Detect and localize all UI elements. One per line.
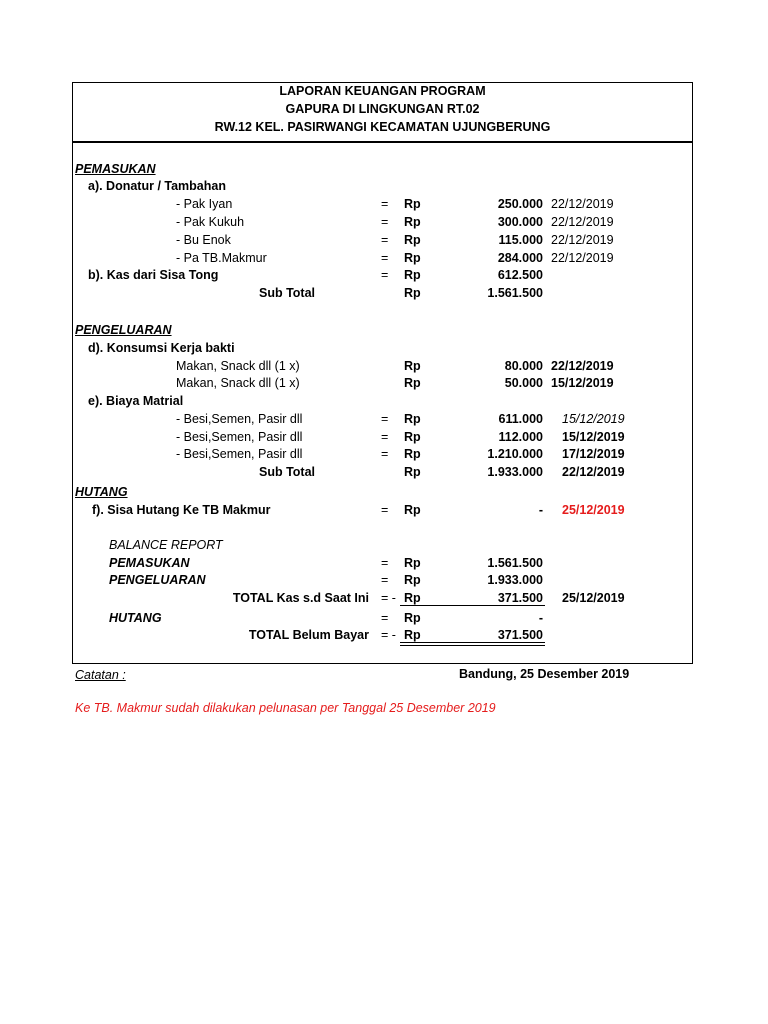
balance-pemasukan-amount: 1.561.500 <box>487 556 543 570</box>
total-belum-bayar-amount: 371.500 <box>497 628 543 642</box>
expense-date: 15/12/2019 <box>562 412 625 426</box>
konsumsi-label: d). Konsumsi Kerja bakti <box>88 341 235 355</box>
expense-date: 15/12/2019 <box>551 376 614 390</box>
donor-name: - Pa TB.Makmur <box>176 251 267 265</box>
pengeluaran-subtotal-label: Sub Total <box>258 465 315 479</box>
equals-sign: = <box>381 215 389 229</box>
equals-sign: = <box>381 447 389 461</box>
currency-label: Rp <box>404 556 421 570</box>
equals-sign: = <box>381 556 389 570</box>
pengeluaran-subtotal-amount: 1.933.000 <box>487 465 543 479</box>
currency-label: Rp <box>404 503 421 517</box>
expense-amount: 1.210.000 <box>487 447 543 461</box>
equals-sign: = <box>381 197 389 211</box>
total-belum-underline-2 <box>400 645 545 646</box>
sisa-hutang-date: 25/12/2019 <box>562 503 625 517</box>
pengeluaran-subtotal-date: 22/12/2019 <box>562 465 625 479</box>
donor-name: - Bu Enok <box>176 233 231 247</box>
report-title-line3: RW.12 KEL. PASIRWANGI KECAMATAN UJUNGBERUNG <box>214 120 551 134</box>
report-title-line1: LAPORAN KEUANGAN PROGRAM <box>279 84 486 98</box>
currency-label: Rp <box>404 215 421 229</box>
equals-sign: = <box>381 573 389 587</box>
balance-pemasukan-label: PEMASUKAN <box>109 556 190 570</box>
currency-label: Rp <box>404 412 421 426</box>
balance-report-title: BALANCE REPORT <box>109 538 223 552</box>
total-kas-date: 25/12/2019 <box>562 591 625 605</box>
donor-date: 22/12/2019 <box>551 197 614 211</box>
donor-name: - Pak Kukuh <box>176 215 245 229</box>
donor-name: - Pak Iyan <box>176 197 233 211</box>
equals-minus-sign: = - <box>381 628 396 642</box>
equals-sign: = <box>381 233 389 247</box>
currency-label: Rp <box>404 628 421 642</box>
expense-name: - Besi,Semen, Pasir dll <box>176 430 303 444</box>
currency-label: Rp <box>404 447 421 461</box>
section-pengeluaran-title: PENGELUARAN <box>75 323 172 337</box>
expense-name: - Besi,Semen, Pasir dll <box>176 447 303 461</box>
currency-label: Rp <box>404 251 421 265</box>
donor-amount: 284.000 <box>497 251 543 265</box>
total-belum-underline-1 <box>400 642 545 643</box>
total-kas-label: TOTAL Kas s.d Saat Ini <box>232 591 369 605</box>
donor-amount: 250.000 <box>497 197 543 211</box>
currency-label: Rp <box>404 197 421 211</box>
total-belum-bayar-label: TOTAL Belum Bayar <box>248 628 369 642</box>
place-date: Bandung, 25 Desember 2019 <box>459 667 630 681</box>
currency-label: Rp <box>404 591 421 605</box>
donatur-label: a). Donatur / Tambahan <box>88 179 226 193</box>
equals-sign: = <box>381 611 389 625</box>
equals-sign: = <box>381 251 389 265</box>
expense-date: 22/12/2019 <box>551 359 614 373</box>
donor-amount: 300.000 <box>497 215 543 229</box>
section-hutang-title: HUTANG <box>75 485 128 499</box>
equals-sign: = <box>381 430 389 444</box>
kas-sisa-tong-label: b). Kas dari Sisa Tong <box>88 268 219 282</box>
total-kas-underline <box>400 605 545 606</box>
currency-label: Rp <box>404 233 421 247</box>
equals-sign: = <box>381 412 389 426</box>
equals-sign: = <box>381 268 389 282</box>
expense-name: - Besi,Semen, Pasir dll <box>176 412 303 426</box>
pemasukan-subtotal-amount: 1.561.500 <box>487 286 543 300</box>
expense-amount: 50.000 <box>504 376 543 390</box>
donor-amount: 115.000 <box>498 233 543 247</box>
kas-sisa-tong-amount: 612.500 <box>497 268 543 282</box>
header-divider <box>72 141 693 143</box>
donor-date: 22/12/2019 <box>551 233 614 247</box>
report-title-line2: GAPURA DI LINGKUNGAN RT.02 <box>285 102 480 116</box>
section-pemasukan-title: PEMASUKAN <box>75 162 156 176</box>
expense-name: Makan, Snack dll (1 x) <box>176 359 300 373</box>
balance-pengeluaran-label: PENGELUARAN <box>109 573 206 587</box>
expense-amount: 611.000 <box>498 412 543 426</box>
expense-date: 17/12/2019 <box>562 447 625 461</box>
equals-sign: = <box>381 503 389 517</box>
donor-date: 22/12/2019 <box>551 215 614 229</box>
settlement-note: Ke TB. Makmur sudah dilakukan pelunasan per Tanggal 25 Desember 2019 <box>75 701 496 715</box>
currency-label: Rp <box>404 611 421 625</box>
expense-date: 15/12/2019 <box>562 430 625 444</box>
currency-label: Rp <box>404 376 421 390</box>
equals-minus-sign: = - <box>381 591 396 605</box>
currency-label: Rp <box>404 573 421 587</box>
catatan-label: Catatan : <box>75 668 126 682</box>
currency-label: Rp <box>404 430 421 444</box>
biaya-matrial-label: e). Biaya Matrial <box>88 394 184 408</box>
currency-label: Rp <box>404 359 421 373</box>
donor-date: 22/12/2019 <box>551 251 614 265</box>
currency-label: Rp <box>404 465 421 479</box>
balance-hutang-label: HUTANG <box>109 611 162 625</box>
total-kas-amount: 371.500 <box>497 591 543 605</box>
sisa-hutang-amount: - <box>538 503 543 517</box>
sisa-hutang-label: f). Sisa Hutang Ke TB Makmur <box>92 503 271 517</box>
expense-name: Makan, Snack dll (1 x) <box>176 376 300 390</box>
balance-pengeluaran-amount: 1.933.000 <box>487 573 543 587</box>
pemasukan-subtotal-label: Sub Total <box>258 286 315 300</box>
balance-hutang-amount: - <box>538 611 543 625</box>
expense-amount: 112.000 <box>498 430 543 444</box>
currency-label: Rp <box>404 286 421 300</box>
currency-label: Rp <box>404 268 421 282</box>
expense-amount: 80.000 <box>504 359 543 373</box>
